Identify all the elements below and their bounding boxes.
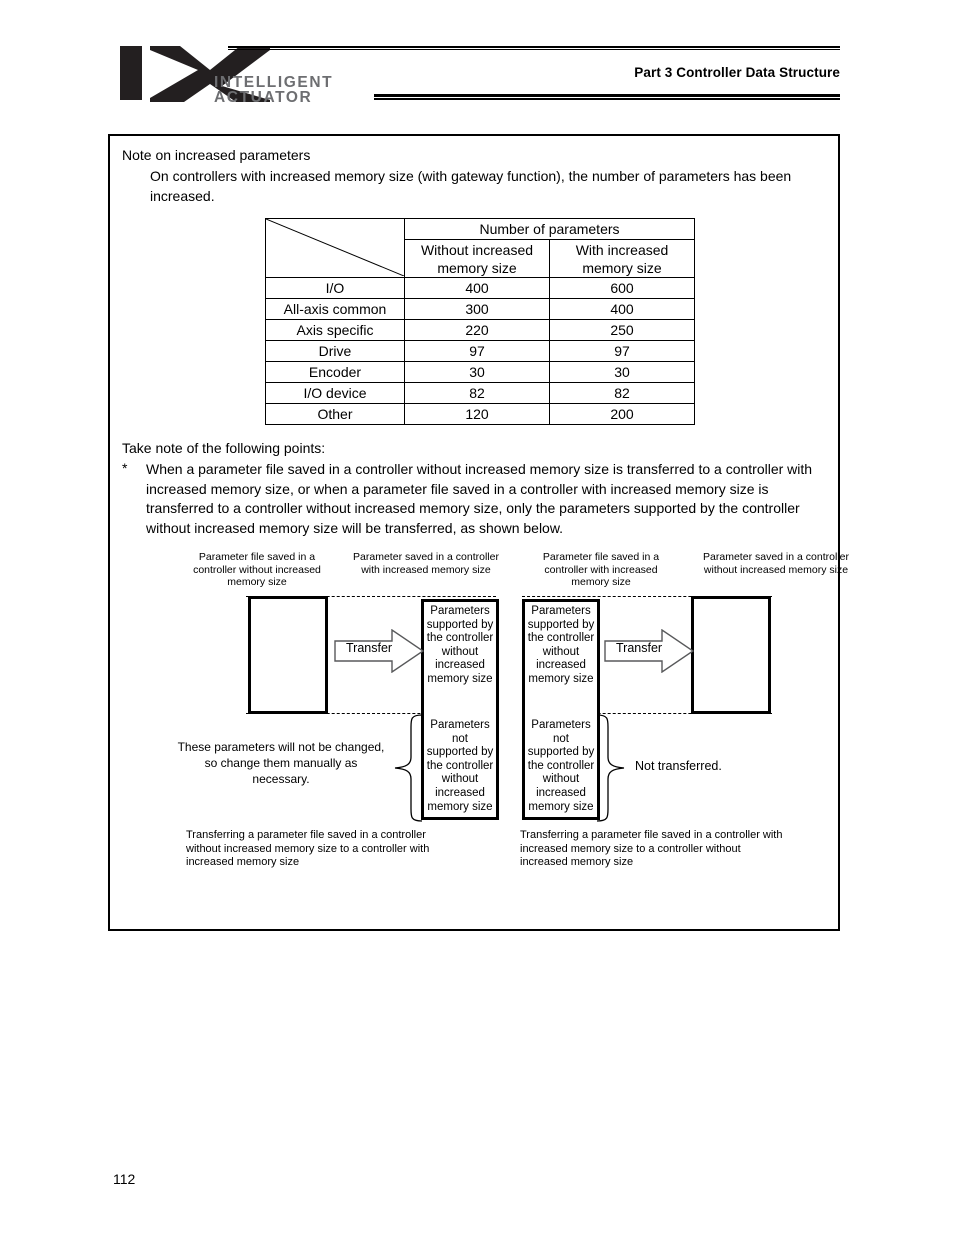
diagram-transfer-to-increased bbox=[168, 551, 498, 891]
table-corner-cell bbox=[266, 219, 405, 278]
table-row bbox=[266, 299, 695, 320]
table-row bbox=[266, 362, 695, 383]
bullet-marker: * bbox=[122, 460, 128, 476]
diagram-transfer-to-standard bbox=[500, 551, 849, 891]
table-row bbox=[266, 278, 695, 299]
right-source-box-supported-text: Parameters supported by the controller without increased memory size bbox=[527, 605, 595, 685]
table-group-header: Number of parameters bbox=[405, 219, 695, 240]
table-cell-with: 400 bbox=[550, 299, 695, 320]
table-cell-with: 97 bbox=[550, 341, 695, 362]
table-cell-with: 200 bbox=[550, 404, 695, 425]
table-col-header-without: Without increased memory size bbox=[405, 240, 550, 278]
ix-logo bbox=[118, 44, 358, 108]
points-heading: Take note of the following points: bbox=[122, 440, 326, 456]
header-rule-top bbox=[228, 46, 840, 51]
right-diagram-caption: Transferring a parameter file saved in a controller with increased memory size to a controller without increased memory size bbox=[520, 829, 783, 868]
svg-text:INTELLIGENT: INTELLIGENT bbox=[214, 74, 334, 91]
left-source-caption: Parameter file saved in a controller without increased memory size bbox=[193, 551, 321, 588]
table-cell-without: 300 bbox=[405, 299, 550, 320]
table-cell-with: 30 bbox=[550, 362, 695, 383]
table-cell-with: 600 bbox=[550, 278, 695, 299]
header-title: Part 3 Controller Data Structure bbox=[634, 65, 840, 80]
table-cell-without: 400 bbox=[405, 278, 550, 299]
left-transfer-label: Transfer bbox=[346, 641, 393, 655]
table-row bbox=[266, 404, 695, 425]
table-row bbox=[266, 383, 695, 404]
svg-text:ACTUATOR: ACTUATOR bbox=[214, 89, 313, 106]
right-source-caption: Parameter file saved in a controller with increased memory size bbox=[542, 551, 660, 588]
table-row-label: Drive bbox=[266, 341, 405, 362]
table-col-header-with: With increased memory size bbox=[550, 240, 695, 278]
table-row bbox=[266, 320, 695, 341]
parameter-count-table bbox=[265, 218, 695, 425]
table-row-label: I/O device bbox=[266, 383, 405, 404]
right-side-note: Not transferred. bbox=[635, 759, 722, 773]
table-cell-without: 120 bbox=[405, 404, 550, 425]
left-brace bbox=[393, 713, 423, 823]
right-target-caption: Parameter saved in a controller without increased memory size bbox=[703, 551, 849, 576]
table-row-label: All-axis common bbox=[266, 299, 405, 320]
left-target-box-supported-text: Parameters supported by the controller without increased memory size bbox=[426, 605, 494, 685]
table-row bbox=[266, 341, 695, 362]
table-cell-without: 220 bbox=[405, 320, 550, 341]
table-row-label: I/O bbox=[266, 278, 405, 299]
left-source-box-text bbox=[251, 599, 325, 602]
right-brace bbox=[596, 713, 626, 823]
table-row-label: Encoder bbox=[266, 362, 405, 383]
note-panel bbox=[108, 134, 849, 931]
note-body: On controllers with increased memory size (with gateway function), the number of parameters has been increased. bbox=[150, 168, 792, 204]
note-heading: Note on increased parameters bbox=[122, 147, 311, 163]
header-rule-bottom bbox=[374, 94, 840, 100]
table-cell-with: 250 bbox=[550, 320, 695, 341]
right-source-box bbox=[522, 599, 600, 820]
table-header-row-1 bbox=[266, 219, 695, 240]
left-target-caption: Parameter saved in a controller with increased memory size bbox=[353, 551, 499, 576]
right-transfer-label: Transfer bbox=[616, 641, 663, 655]
table-row-label: Axis specific bbox=[266, 320, 405, 341]
bullet-text: When a parameter file saved in a controller without increased memory size is transferred to a controller with increased memory size, or when a parameter file saved in a controller with increased memory size is transferred to a controller without increased memory size, only the parameters supported by the controller without increased memory size will be transferred, as shown below. bbox=[146, 461, 813, 536]
left-source-box bbox=[248, 596, 328, 714]
right-target-box bbox=[691, 596, 771, 714]
table-cell-without: 30 bbox=[405, 362, 550, 383]
page-number: 112 bbox=[113, 1171, 136, 1187]
page-header bbox=[0, 0, 954, 120]
table-cell-with: 82 bbox=[550, 383, 695, 404]
left-target-box-unsupported-text: Parameters not supported by the controller without increased memory size bbox=[426, 719, 494, 813]
left-target-box bbox=[421, 599, 499, 820]
right-source-box-unsupported-text: Parameters not supported by the controller without increased memory size bbox=[527, 719, 595, 813]
table-cell-without: 97 bbox=[405, 341, 550, 362]
left-diagram-caption: Transferring a parameter file saved in a controller without increased memory size to a controller with increased memory size bbox=[186, 829, 430, 868]
left-side-note: These parameters will not be changed, so change them manually as necessary. bbox=[177, 740, 385, 786]
right-target-box-text bbox=[694, 599, 768, 602]
table-row-label: Other bbox=[266, 404, 405, 425]
table-cell-without: 82 bbox=[405, 383, 550, 404]
